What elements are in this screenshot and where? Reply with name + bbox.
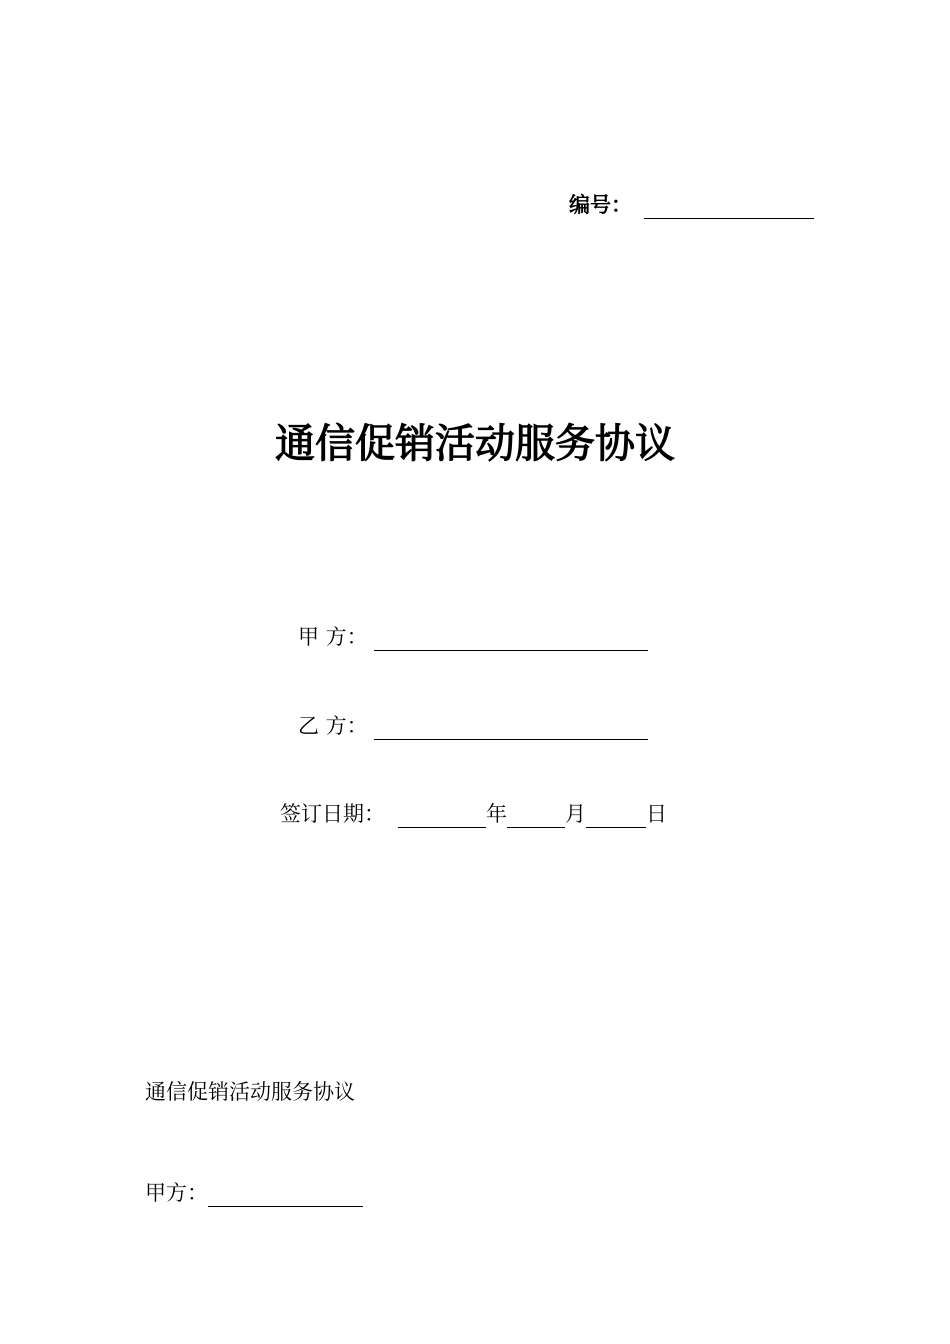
- document-number-blank[interactable]: [644, 196, 814, 219]
- body-party-a-blank[interactable]: [208, 1186, 363, 1207]
- signing-date-label: 签订日期：: [280, 802, 385, 826]
- day-blank[interactable]: [586, 807, 646, 828]
- month-blank[interactable]: [507, 807, 565, 828]
- document-number-label: 编号：: [569, 193, 632, 217]
- party-b-label: 乙 方：: [298, 714, 368, 738]
- party-b-blank[interactable]: [374, 719, 648, 740]
- party-a-blank[interactable]: [374, 630, 648, 651]
- month-label: 月: [565, 802, 586, 826]
- day-label: 日: [646, 802, 667, 826]
- signing-date-row: [280, 798, 667, 828]
- party-a-row: [298, 621, 648, 651]
- document-number-row: [569, 189, 814, 219]
- cover-title: 通信促销活动服务协议: [275, 421, 675, 467]
- year-blank[interactable]: [398, 807, 486, 828]
- party-b-row: [298, 710, 648, 740]
- body-party-a-label: 甲方：: [145, 1181, 208, 1205]
- year-label: 年: [486, 802, 507, 826]
- body-party-a-row: [145, 1177, 363, 1207]
- body-title: 通信促销活动服务协议: [145, 1080, 355, 1104]
- party-a-label: 甲 方：: [298, 625, 368, 649]
